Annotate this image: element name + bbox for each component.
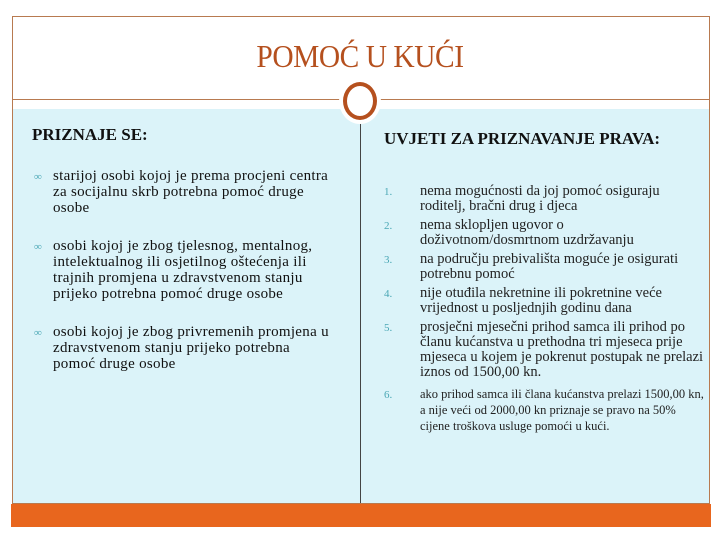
list-item: 5. prosječni mjesečni prihod samca ili prihod po članu kućanstva u prethodna tri mjeseca prije mjeseca u kojem je pokrenut postupak ne prelazi iznos od 1500,00 kn. [384,319,704,380]
list-item: ∞ osobi kojoj je zbog privremenih promjena u zdravstvenom stanju prijeko potrebna pomoć druge osobe [34,324,329,372]
footer-bar [11,504,711,527]
curl-bullet-icon: ∞ [34,171,43,183]
list-item: 3. na području prebivališta moguće je osigurati potrebnu pomoć [384,251,679,282]
ring-ornament-icon [343,82,377,120]
list-item: 2. nema sklopljen ugovor o doživotnom/dosmrtnom uzdržavanju [384,217,634,248]
conditions-list [384,184,704,438]
left-list [34,168,334,394]
list-item: ∞ osobi kojoj je zbog tjelesnog, mentalnog, intelektualnog ili osjetilnog oštećenja ili trajnih promjena u zdravstvenom stanju prijeko potrebna pomoć druge osobe [34,238,313,302]
list-item: 6. ako prihod samca ili člana kućanstva prelazi 1500,00 kn, a nije veći od 2000,00 kn priznaje se pravo na 50% cijene troškova usluge pomoći u kući. [384,387,704,433]
column-divider [360,122,361,503]
list-item: ∞ starijoj osobi kojoj je prema procjeni centra za socijalnu skrb potrebna pomoć druge osobe [34,168,329,216]
list-item: 1. nema mogućnosti da joj pomoć osiguraju roditelj, bračni drug i djeca [384,183,660,214]
list-item: 4. nije otuđila nekretnine ili pokretnine veće vrijednost u posljednjih godinu dana [384,285,662,316]
left-heading: PRIZNAJE SE: [32,125,148,144]
slide-title: POMOĆ U KUĆI [256,38,464,74]
curl-bullet-icon: ∞ [34,327,43,339]
curl-bullet-icon: ∞ [34,241,43,253]
right-heading: UVJETI ZA PRIZNAVANJE PRAVA: [384,129,661,148]
